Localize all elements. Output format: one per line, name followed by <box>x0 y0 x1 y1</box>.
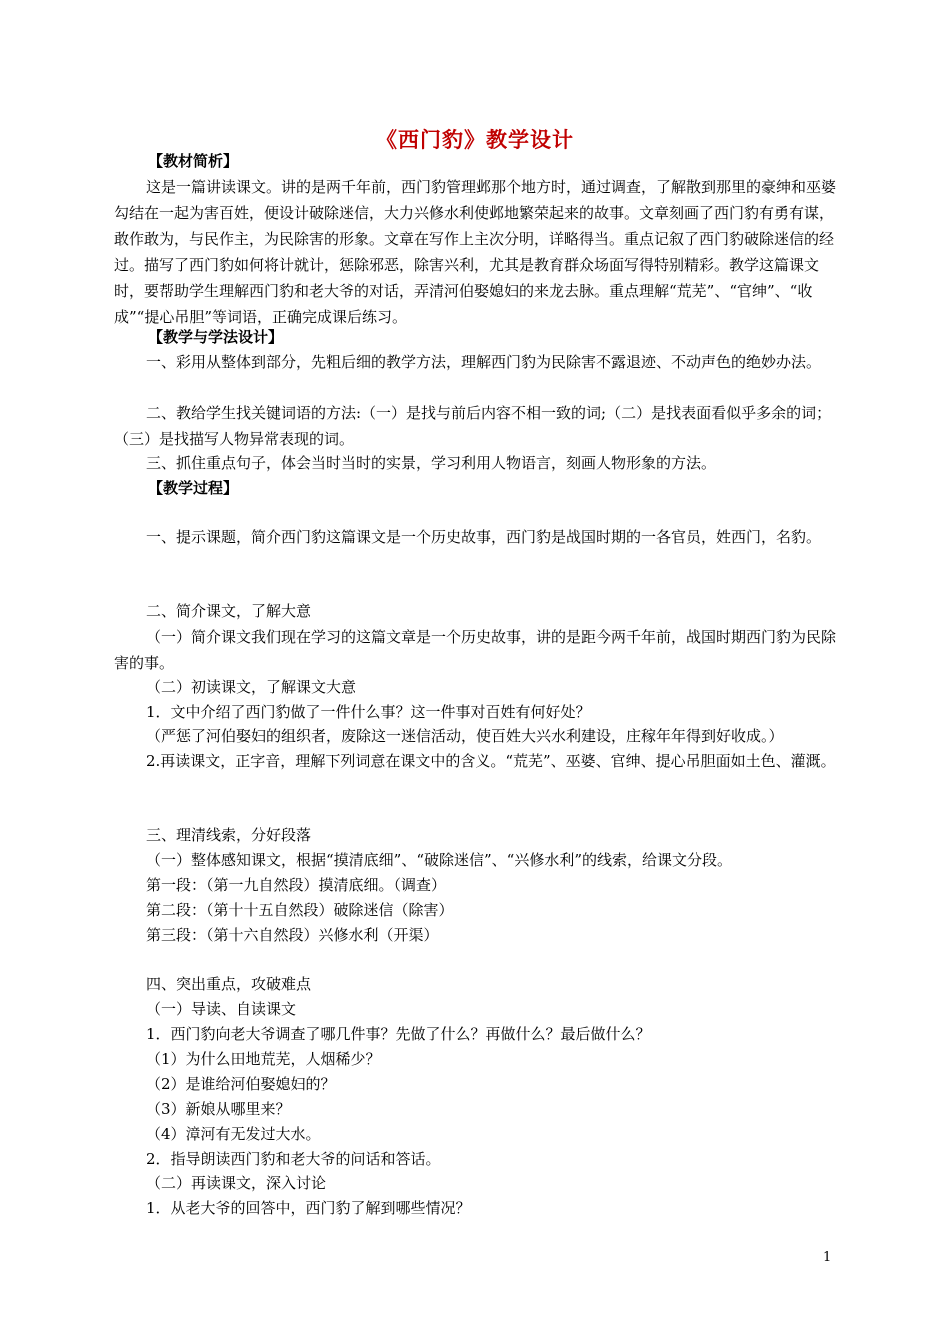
section-heading-design: 【教学与学法设计】 <box>148 328 284 346</box>
step4-part-b: （二）再读课文，深入讨论 <box>146 1174 327 1192</box>
step4-title: 四、突出重点，攻破难点 <box>146 975 312 993</box>
design-point-2: 二、教给学生找关键词语的方法:（一）是找与前后内容不相一致的词;（二）是找表面看似乎多余的词；（三）是找描写人物异常表现的词。 <box>114 404 832 448</box>
step3-title: 三、理清线索，分好段落 <box>146 826 312 844</box>
design-point-1: 一、彩用从整体到部分，先粗后细的教学方法，理解西门豹为民除害不露退迹、不动声色的绝妙办法。 <box>146 353 822 371</box>
step4-subquestion-3: （3）新娘从哪里来？ <box>146 1100 291 1118</box>
step2-answer-1: （严惩了河伯娶妇的组织者，废除这一迷信活动，使百姓大兴水利建设，庄稼年年得到好收成。） <box>146 727 784 745</box>
step2-question-2: 2.再读课文，正字音，理解下列词意在课文中的含义。“荒芜”、巫婆、官绅、提心吊胆面如土色、灌溉。 <box>146 752 836 770</box>
step4-question-2: 2．指导朗读西门豹和老大爷的问话和答话。 <box>146 1150 441 1168</box>
section-heading-process: 【教学过程】 <box>148 479 239 497</box>
step4-subquestion-1: （1）为什么田地荒芜，人烟稀少？ <box>146 1050 381 1068</box>
step3-segment-1: 第一段：（第一九自然段）摸清底细。（调查） <box>146 876 447 894</box>
step4-part-a: （一）导读、自读课文 <box>146 1000 297 1018</box>
section-heading-analysis: 【教材简析】 <box>148 152 239 170</box>
design-point-3: 三、抓住重点句子，体会当时当时的实景，学习利用人物语言，刻画人物形象的方法。 <box>146 454 717 472</box>
step1-text: 一、提示课题，简介西门豹这篇课文是一个历史故事，西门豹是战国时期的一各官员，姓西门，名豹。 <box>146 528 822 546</box>
step3-segment-3: 第三段：（第十六自然段）兴修水利（开渠） <box>146 926 439 944</box>
step4-part-b-question-1: 1．从老大爷的回答中，西门豹了解到哪些情况？ <box>146 1199 471 1217</box>
analysis-paragraph: 这是一篇讲读课文。讲的是两千年前，西门豹管理邺那个地方时，通过调查，了解散到那里的豪绅和巫婆勾结在一起为害百姓，便设计破除迷信，大力兴修水利使邺地繁荣起来的故事。文章刻画了西门豹有勇有谋，敢作敢为，与民作主，为民除害的形象。文章在写作上主次分明，详略得当。重点记叙了西门豹破除迷信的经过。描写了西门豹如何将计就计，惩除邪恶，除害兴利，尤其是教育群众场面写得特别精彩。教学这篇课文时，要帮助学生理解西门豹和老大爷的对话，弄清河伯娶媳妇的来龙去脉。重点理解“荒芜”、“官绅”、“收成”“提心吊胆”等词语，正确完成课后练习。 <box>114 178 837 326</box>
step3-segment-2: 第二段：（第十十五自然段）破除迷信（除害） <box>146 901 454 919</box>
page-number: 1 <box>823 1250 832 1265</box>
page-title: 《西门豹》教学设计 <box>376 127 574 152</box>
step4-subquestion-4: （4）漳河有无发过大水。 <box>146 1125 321 1143</box>
step4-subquestion-2: （2）是谁给河伯娶媳妇的？ <box>146 1075 336 1093</box>
step2-part-b: （二）初读课文，了解课文大意 <box>146 678 357 696</box>
step2-part-a: （一）简介课文我们现在学习的这篇文章是一个历史故事，讲的是距今两千年前，战国时期西门豹为民除害的事。 <box>114 628 837 672</box>
step2-title: 二、简介课文，了解大意 <box>146 602 312 620</box>
step4-question-1: 1．西门豹向老大爷调查了哪几件事？先做了什么？再做什么？最后做什么？ <box>146 1025 651 1043</box>
step3-part-a: （一）整体感知课文，根据“摸清底细”、“破除迷信”、“兴修水利”的线索，给课文分段。 <box>146 851 733 869</box>
step2-question-1: 1．文中介绍了西门豹做了一件什么事？这一件事对百姓有何好处？ <box>146 703 591 721</box>
